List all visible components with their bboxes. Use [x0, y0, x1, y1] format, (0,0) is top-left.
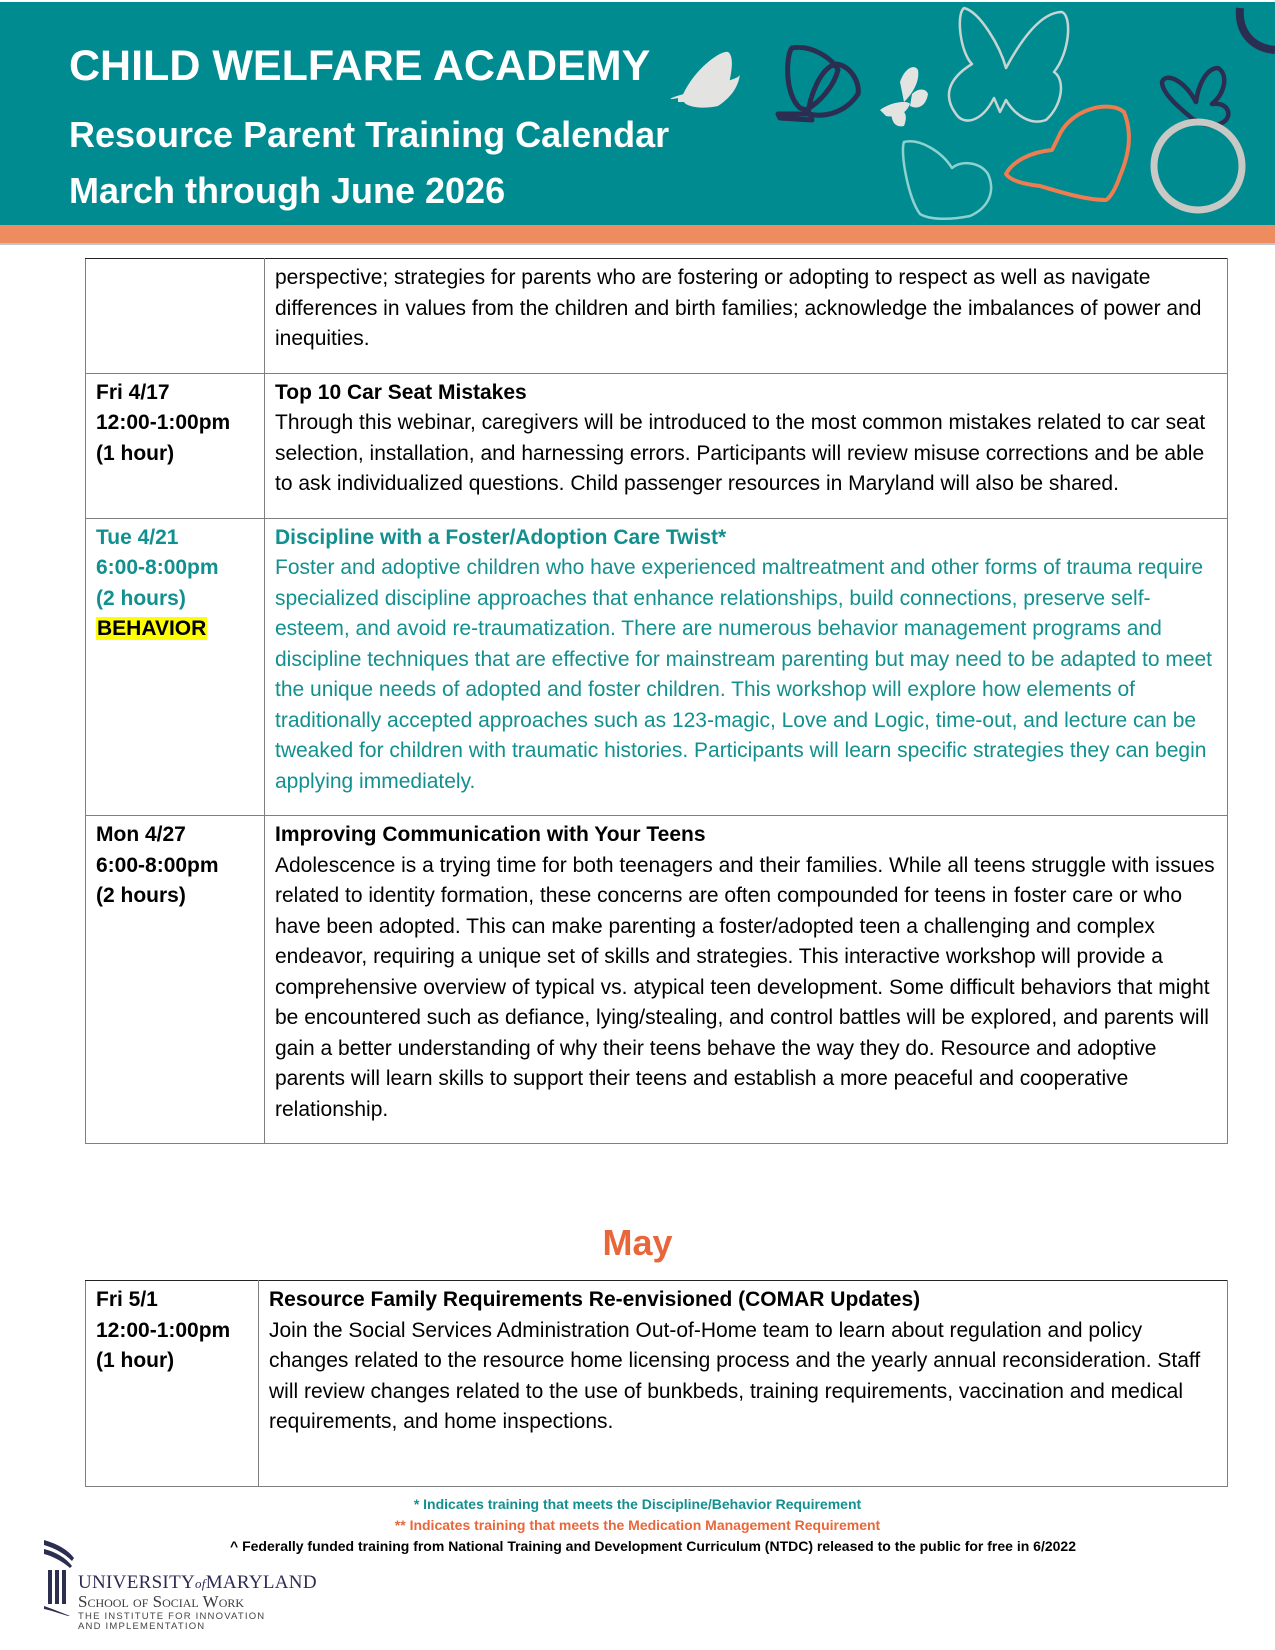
logo-institute-line1: THE INSTITUTE FOR INNOVATION	[78, 1611, 266, 1622]
butterfly-outline-icon	[778, 47, 858, 120]
butterfly-icon	[671, 52, 740, 108]
butterfly-navy-small-icon	[1162, 68, 1228, 125]
description-cell	[259, 1281, 1228, 1487]
butterfly-small-icon	[880, 67, 928, 126]
date-cell	[86, 518, 265, 816]
butterfly-decoration	[0, 2, 1275, 225]
session-duration: (2 hours)	[96, 884, 186, 907]
session-title: Discipline with a Foster/Adoption Care Twist*	[275, 525, 727, 549]
april-schedule-table	[85, 258, 1228, 1144]
table-row	[86, 816, 1228, 1144]
month-heading-may: May	[602, 1222, 673, 1263]
butterfly-teal-outline-icon	[903, 141, 991, 218]
header-accent-band	[0, 225, 1275, 243]
butterfly-large-outline-icon	[949, 8, 1068, 122]
description-cell	[265, 518, 1228, 816]
logo-institute-line2: AND IMPLEMENTATION	[78, 1621, 206, 1632]
table-row	[86, 373, 1228, 518]
calendar-title: Resource Parent Training Calendar	[69, 114, 670, 155]
session-description: Adolescence is a trying time for both teenagers and their families. While all teens struggle with issues related to identity formation, these concerns are often compounded for teens in foster care or who have been adopted. This can make parenting a foster/adopted teen a challenging and complex endeavor, requiring a unique set of skills and strategies. This interactive workshop will provide a comprehensive overview of typical vs. atypical teen development. Some difficult behaviors that might be encountered such as defiance, lying/stealing, and control battles will be explored, and parents will gain a better understanding of why their teens behave the way they do. Resource and adoptive parents will learn skills to support their teens and establish a more peaceful and cooperative relationship.	[275, 853, 1215, 1121]
footnote-discipline: * Indicates training that meets the Discipline/Behavior Requirement	[413, 1496, 862, 1512]
header-divider	[0, 243, 1275, 245]
ring-icon	[1154, 122, 1242, 210]
logo-school: School of Social Work	[78, 1592, 245, 1611]
behavior-badge: BEHAVIOR	[97, 617, 207, 640]
may-schedule-table	[85, 1280, 1228, 1487]
session-duration: (1 hour)	[96, 1349, 175, 1372]
date-cell	[86, 1281, 259, 1487]
description-cell	[265, 259, 1228, 374]
session-date: Mon 4/27	[96, 823, 186, 846]
date-cell	[86, 816, 265, 1144]
session-title: Resource Family Requirements Re-envisioned (COMAR Updates)	[269, 1288, 921, 1311]
table-row	[86, 1281, 1228, 1487]
university-logo	[40, 1532, 340, 1632]
session-title: Top 10 Car Seat Mistakes	[275, 380, 527, 404]
session-duration: (2 hours)	[96, 586, 186, 610]
session-description: Join the Social Services Administration Out-of-Home team to learn about regulation and policy changes related to the resource home licensing process and the yearly annual reconsideration. Staff will review changes related to the use of bunkbeds, training requirements, vaccination and medical requirements, and home inspections.	[269, 1318, 1201, 1433]
footnote-federal: ^ Federally funded training from National Training and Development Curriculum (NTDC) released to the public for free in 6/2022	[230, 1538, 1076, 1554]
session-time: 6:00-8:00pm	[96, 853, 219, 877]
session-time: 12:00-1:00pm	[96, 1318, 231, 1342]
session-duration: (1 hour)	[96, 441, 175, 465]
session-time: 12:00-1:00pm	[96, 411, 231, 434]
header-banner	[0, 2, 1275, 225]
description-cell	[265, 373, 1228, 518]
footnote-medication: ** Indicates training that meets the Medication Management Requirement	[394, 1517, 881, 1533]
date-cell	[86, 373, 265, 518]
table-row	[86, 518, 1228, 816]
session-title: Improving Communication with Your Teens	[275, 823, 706, 846]
description-cell	[265, 816, 1228, 1144]
arc-icon	[1240, 8, 1275, 50]
session-time: 6:00-8:00pm	[96, 556, 219, 579]
table-row	[86, 259, 1228, 374]
org-title: CHILD WELFARE ACADEMY	[69, 42, 651, 90]
session-date: Tue 4/21	[96, 525, 179, 549]
date-range: March through June 2026	[69, 170, 506, 211]
columns-icon	[40, 1536, 80, 1616]
session-description: Through this webinar, caregivers will be introduced to the most common mistakes related to car seat selection, installation, and harnessing errors. Participants will review misuse corrections and be able to ask individualized questions. Child passenger resources in Maryland will also be shared.	[275, 411, 1206, 495]
session-description: Foster and adoptive children who have experienced maltreatment and other forms of trauma require specialized discipline approaches that enhance relationships, build connections, preserve self-esteem, and avoid re-traumatization. There are numerous behavior management programs and discipline techniques that are effective for mainstream parenting but may need to be adapted to meet the unique needs of adopted and foster children. This workshop will explore how elements of traditionally accepted approaches such as 123-magic, Love and Logic, time-out, and lecture can be tweaked for children with traumatic histories. Participants will learn specific strategies they can begin applying immediately.	[275, 556, 1213, 793]
date-cell	[86, 259, 265, 374]
butterfly-orange-outline-icon	[1006, 107, 1129, 200]
session-description: perspective; strategies for parents who are fostering or adopting to respect as well as navigate differences in values from the children and birth families; acknowledge the imbalances of power and inequities.	[275, 266, 1202, 350]
session-date: Fri 5/1	[96, 1288, 158, 1311]
logo-university: UNIVERSITYofMARYLAND	[78, 1572, 317, 1593]
session-date: Fri 4/17	[96, 380, 170, 404]
